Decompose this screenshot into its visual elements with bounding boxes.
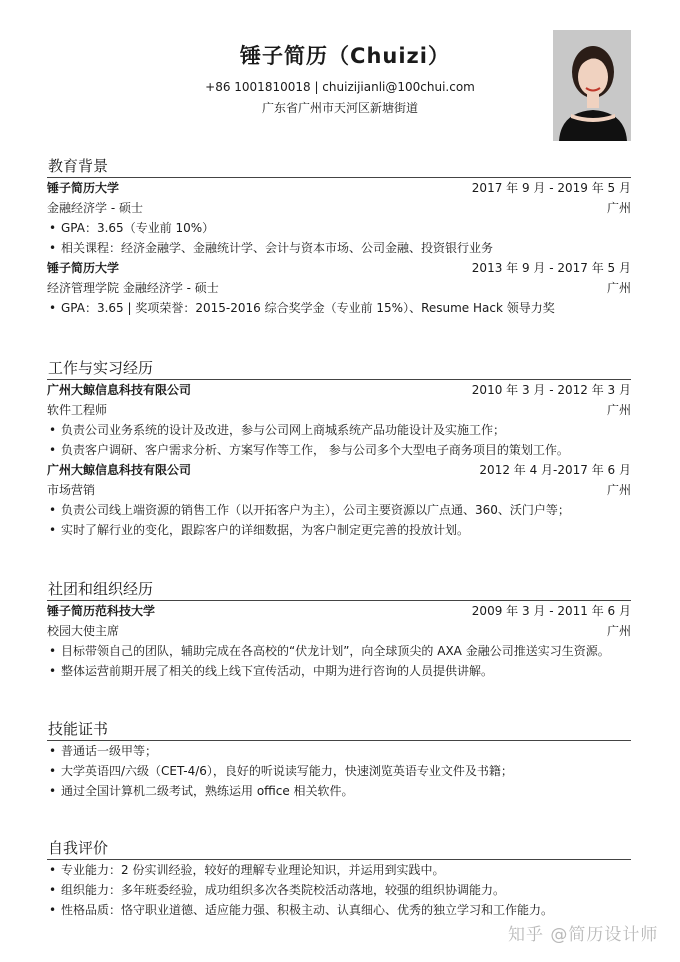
degree-label: 金融经济学 - 硕士	[47, 201, 143, 215]
bullet-list	[47, 641, 631, 681]
section-title: 技能证书	[47, 718, 631, 741]
entry-subheader	[47, 198, 631, 218]
bullet-item: • 相关课程：经济金融学、金融统计学、会计与资本市场、公司金融、投资银行业务	[47, 238, 631, 258]
company-name: 广州大鲸信息科技有限公司	[47, 463, 192, 477]
bullet-item: • 普通话一级甲等；	[47, 741, 631, 761]
bullet-item: • 负责公司业务系统的设计及改进，参与公司网上商城系统产品功能设计及实施工作；	[47, 420, 631, 440]
bullet-list	[47, 500, 631, 540]
section-title: 工作与实习经历	[47, 357, 631, 380]
degree-label: 经济管理学院 金融经济学 - 硕士	[47, 281, 219, 295]
bullet-list	[47, 741, 631, 801]
bullet-list	[47, 420, 631, 460]
entry-date: 2010 年 3 月 - 2012 年 3 月	[471, 383, 631, 397]
skills-section	[47, 718, 631, 801]
organization-name: 锤子简历范科技大学	[47, 604, 156, 618]
entry-date: 2017 年 9 月 - 2019 年 5 月	[471, 181, 631, 195]
entry-subheader	[47, 621, 631, 641]
work-section	[47, 357, 631, 540]
entry-header	[47, 601, 631, 621]
bullet-list	[47, 298, 631, 318]
bullet-item: • 通过全国计算机二级考试，熟练运用 office 相关软件。	[47, 781, 631, 801]
address-line: 广东省广州市天河区新塘街道	[261, 101, 418, 115]
section-title: 自我评价	[47, 837, 631, 860]
institution-name: 锤子简历大学	[47, 181, 120, 195]
education-section	[47, 155, 631, 318]
watermark-text: 知乎 @简历设计师	[508, 925, 659, 945]
section-title: 社团和组织经历	[47, 578, 631, 601]
entry-subheader	[47, 278, 631, 298]
bullet-list	[47, 860, 631, 920]
candidate-name: 锤子简历（Chuizi）	[240, 44, 450, 68]
entry-subheader	[47, 400, 631, 420]
job-title: 市场营销	[47, 483, 96, 497]
portrait-image	[553, 30, 631, 141]
bullet-item: • GPA：3.65（专业前 10%）	[47, 218, 631, 238]
entry-header	[47, 460, 631, 480]
entry-location: 广州	[606, 281, 631, 295]
contact-line: +86 1001810018 | chuizijianli@100chui.com	[205, 80, 475, 94]
bullet-item: • 目标带领自己的团队，辅助完成在各高校的“伏龙计划”，向全球顶尖的 AXA 金融公司推送实习生资源。	[47, 641, 631, 661]
bullet-item: • GPA：3.65 | 奖项荣誉：2015-2016 综合奖学金（专业前 15%）、Resume Hack 领导力奖	[47, 298, 631, 318]
club-section	[47, 578, 631, 681]
entry-header	[47, 380, 631, 400]
bullet-list	[47, 218, 631, 258]
bullet-item: • 整体运营前期开展了相关的线上线下宣传活动，中期为进行咨询的人员提供讲解。	[47, 661, 631, 681]
entry-header	[47, 258, 631, 278]
bullet-item: • 负责客户调研、客户需求分析、方案写作等工作， 参与公司多个大型电子商务项目的策划工作。	[47, 440, 631, 460]
bullet-item: • 大学英语四/六级（CET-4/6），良好的听说读写能力，快速浏览英语专业文件及书籍；	[47, 761, 631, 781]
entry-date: 2012 年 4 月-2017 年 6 月	[479, 463, 631, 477]
bullet-item: • 专业能力：2 份实训经验，较好的理解专业理论知识，并运用到实践中。	[47, 860, 631, 880]
entry-date: 2013 年 9 月 - 2017 年 5 月	[471, 261, 631, 275]
profile-photo	[553, 30, 631, 141]
bullet-item: • 负责公司线上端资源的销售工作（以开拓客户为主），公司主要资源以广点通、360、沃门户等；	[47, 500, 631, 520]
bullet-item: • 性格品质：恪守职业道德、适应能力强、积极主动、认真细心、优秀的独立学习和工作能力。	[47, 900, 631, 920]
entry-subheader	[47, 480, 631, 500]
position-title: 校园大使主席	[47, 624, 120, 638]
entry-date: 2009 年 3 月 - 2011 年 6 月	[471, 604, 631, 618]
entry-location: 广州	[606, 201, 631, 215]
entry-location: 广州	[606, 624, 631, 638]
self-evaluation-section	[47, 837, 631, 920]
entry-location: 广州	[606, 403, 631, 417]
institution-name: 锤子简历大学	[47, 261, 120, 275]
job-title: 软件工程师	[47, 403, 108, 417]
bullet-item: • 组织能力：多年班委经验，成功组织多次各类院校活动落地，较强的组织协调能力。	[47, 880, 631, 900]
company-name: 广州大鲸信息科技有限公司	[47, 383, 192, 397]
bullet-item: • 实时了解行业的变化，跟踪客户的详细数据，为客户制定更完善的投放计划。	[47, 520, 631, 540]
entry-header	[47, 178, 631, 198]
section-title: 教育背景	[47, 155, 631, 178]
entry-location: 广州	[606, 483, 631, 497]
